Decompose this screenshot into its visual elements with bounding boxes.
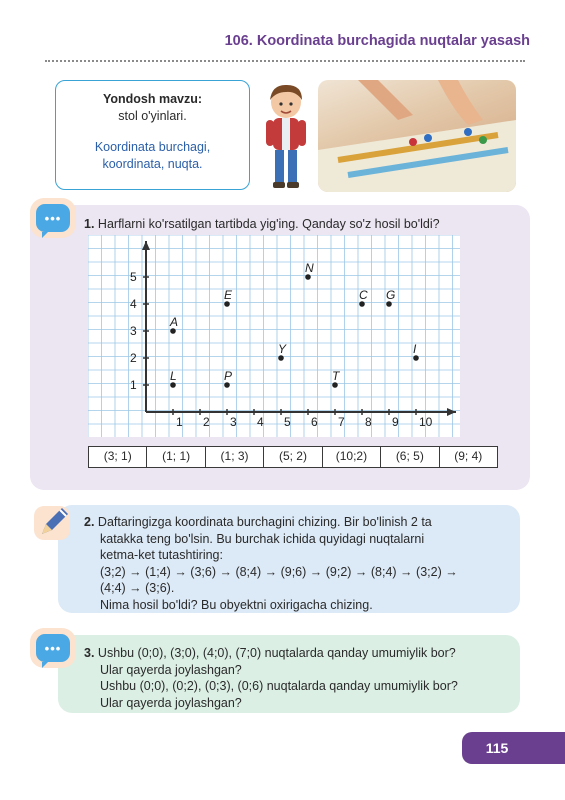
point-label-t: T: [332, 369, 340, 383]
y-tick-label: 3: [130, 324, 137, 338]
y-tick-label: 1: [130, 378, 137, 392]
topic-label: Yondosh mavzu:: [102, 92, 203, 106]
answer-cell: (1; 1): [147, 447, 205, 467]
x-tick-label: 8: [365, 415, 372, 429]
task-2-text: [84, 514, 514, 613]
task-3-text: [84, 645, 520, 711]
point-i: [413, 355, 419, 361]
answer-cell: (3; 1): [89, 447, 147, 467]
point-g: [386, 301, 392, 307]
x-tick-label: 9: [392, 415, 399, 429]
task-2-line-2: ketma-ket tutashtiring:: [100, 548, 223, 562]
point-label-c: C: [359, 288, 368, 302]
task-1-number: 1.: [84, 217, 95, 231]
coordinate-grid-chart: [88, 235, 460, 437]
topic-keywords-2: koordinata, nuqta.: [102, 157, 203, 171]
task-2-line-0: Daftaringizga koordinata burchagini chizing. Bir bo'linish 2 ta: [97, 515, 432, 529]
y-tick-label: 5: [130, 270, 137, 284]
board-game-image: [318, 80, 516, 192]
page-number: 115: [462, 732, 532, 764]
point-label-p: P: [224, 369, 233, 383]
point-t: [332, 382, 338, 388]
board-game-photo: [318, 80, 516, 192]
answer-cell: (9; 4): [454, 449, 483, 463]
point-l: [170, 382, 176, 388]
task-2-number: 2.: [84, 515, 95, 529]
answer-cell: (5; 2): [264, 447, 322, 467]
point-label-i: I: [413, 342, 417, 356]
pencil-icon: [34, 502, 74, 542]
point-e: [224, 301, 230, 307]
related-topic-box: [55, 80, 250, 190]
boy-illustration: [260, 82, 312, 190]
task-2-line-4: (4;4) → (3;6).: [100, 581, 175, 595]
answer-cell: (6; 5): [381, 447, 439, 467]
x-tick-label: 3: [230, 415, 237, 429]
page-title: 106. Koordinata burchagida nuqtalar yasash: [224, 33, 530, 49]
task-2-line-5: Nima hosil bo'ldi? Bu obyektni oxirigacha chizing.: [100, 597, 373, 612]
topic-keywords-1: Koordinata burchagi,: [94, 140, 211, 154]
task-3-line-0: Ushbu (0;0), (3;0), (4;0), (7;0) nuqtalarda qanday umumiylik bor?: [97, 646, 456, 660]
topic-value: stol o'yinlari.: [118, 109, 187, 123]
answer-cell: (10;2): [323, 447, 381, 467]
task-3-line-1: Ular qayerda joylashgan?: [100, 662, 242, 677]
x-tick-label: 2: [203, 415, 210, 429]
header-divider: [45, 60, 525, 62]
task-3-line-2: Ushbu (0;0), (0;2), (0;3), (0;6) nuqtalarda qanday umumiylik bor?: [100, 679, 458, 693]
point-label-e: E: [224, 288, 233, 302]
page-number-tab: [530, 732, 565, 764]
x-tick-label: 5: [284, 415, 291, 429]
x-tick-label: 4: [257, 415, 264, 429]
x-tick-label: 6: [311, 415, 318, 429]
point-label-g: G: [386, 288, 396, 302]
x-tick-label: 10: [419, 415, 433, 429]
point-a: [170, 328, 176, 334]
point-label-y: Y: [278, 342, 287, 356]
point-p: [224, 382, 230, 388]
task-3-line-3: Ular qayerda joylashgan?: [100, 695, 242, 710]
x-tick-label: 7: [338, 415, 345, 429]
point-c: [359, 301, 365, 307]
point-y: [278, 355, 284, 361]
answer-cell: (1; 3): [206, 447, 264, 467]
task-2-line-3: (3;2) → (1;4) → (3;6) → (8;4) → (9;6) → (9;2) → (8;4) → (3;2) →: [100, 564, 458, 579]
point-label-a: A: [170, 315, 179, 329]
point-label-n: N: [305, 261, 314, 275]
answer-coordinates-row: [88, 446, 498, 468]
speech-bubble-icon: •••: [36, 634, 70, 662]
speech-bubble-icon: •••: [36, 204, 70, 232]
y-tick-label: 2: [130, 351, 137, 365]
point-n: [305, 274, 311, 280]
grid-background: [88, 235, 460, 437]
task-3-number: 3.: [84, 646, 95, 660]
x-tick-label: 1: [176, 415, 183, 429]
point-label-l: L: [170, 369, 177, 383]
task-1-text: [84, 216, 514, 233]
task-1-question: Harflarni ko'rsatilgan tartibda yig'ing. Qanday so'z hosil bo'ldi?: [97, 217, 440, 231]
y-tick-label: 4: [130, 297, 137, 311]
task-2-line-1: katakka teng bo'lsin. Bu burchak ichida quyidagi nuqtalarni: [100, 531, 425, 546]
